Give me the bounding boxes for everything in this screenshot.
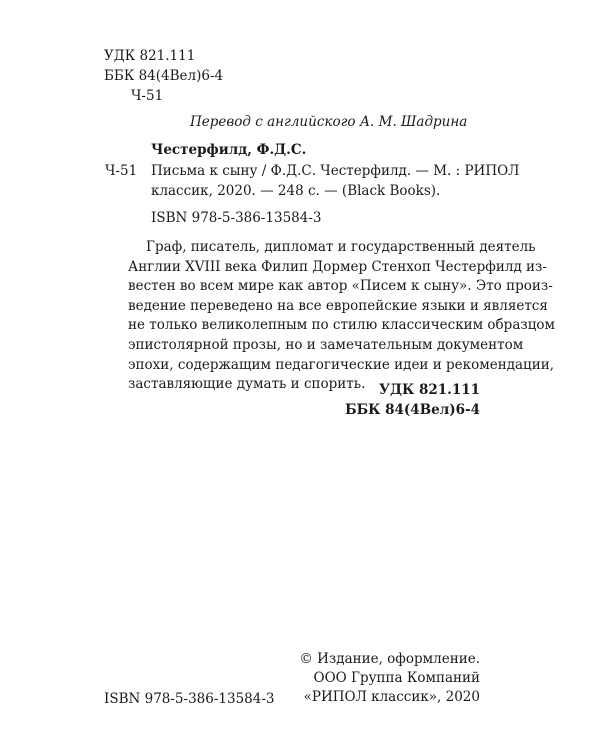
- copyright-notice: [299, 650, 480, 707]
- translation-credit: Перевод с английского А. М. Шадрина: [190, 114, 468, 130]
- annotation-line: заставляющие думать и спорить.: [128, 376, 366, 393]
- copyright-line-3: «РИПОЛ классик», 2020: [303, 689, 480, 705]
- annotation-line: Англии XVIII века Филип Дормер Стенхоп Честерфилд из-: [128, 258, 547, 275]
- annotation-paragraph: [128, 238, 556, 395]
- annotation-line: Граф, писатель, дипломат и государственный деятель: [146, 239, 536, 255]
- bbk-code-classification: ББК 84(4Вел)6-4: [345, 402, 480, 418]
- annotation-line: ведение переведено на все европейские языки и является: [128, 297, 548, 314]
- author-mark-header: Ч-51: [131, 88, 164, 104]
- catalog-author-heading: Честерфилд, Ф.Д.С.: [151, 142, 307, 158]
- udk-code-header: УДК 821.111: [104, 48, 196, 64]
- catalog-entry-line-1: Письма к сыну / Ф.Д.С. Честерфилд. — М. : РИПОЛ: [151, 163, 520, 179]
- annotation-line: эпохи, содержащим педагогические идеи и рекомендации,: [128, 356, 555, 373]
- annotation-line: эпистолярной прозы, но и замечательным документом: [128, 336, 524, 353]
- annotation-line: не только великолепным по стилю классическим образцом: [128, 317, 556, 334]
- footer-isbn: ISBN 978-5-386-13584-3: [104, 691, 275, 707]
- catalog-entry-line-2: классик, 2020. — 248 с. — (Black Books).: [151, 183, 441, 199]
- catalog-author-mark: Ч-51: [105, 163, 138, 179]
- copyright-line-2: ООО Группа Компаний: [313, 670, 480, 686]
- copyright-line-1: © Издание, оформление.: [299, 651, 480, 667]
- catalog-isbn: ISBN 978-5-386-13584-3: [151, 210, 322, 226]
- bbk-code-header: ББК 84(4Вел)6-4: [104, 68, 224, 84]
- annotation-line: вестен во всем мире как автор «Писем к сыну». Это произ-: [128, 278, 553, 295]
- udk-code-classification: УДК 821.111: [379, 382, 480, 398]
